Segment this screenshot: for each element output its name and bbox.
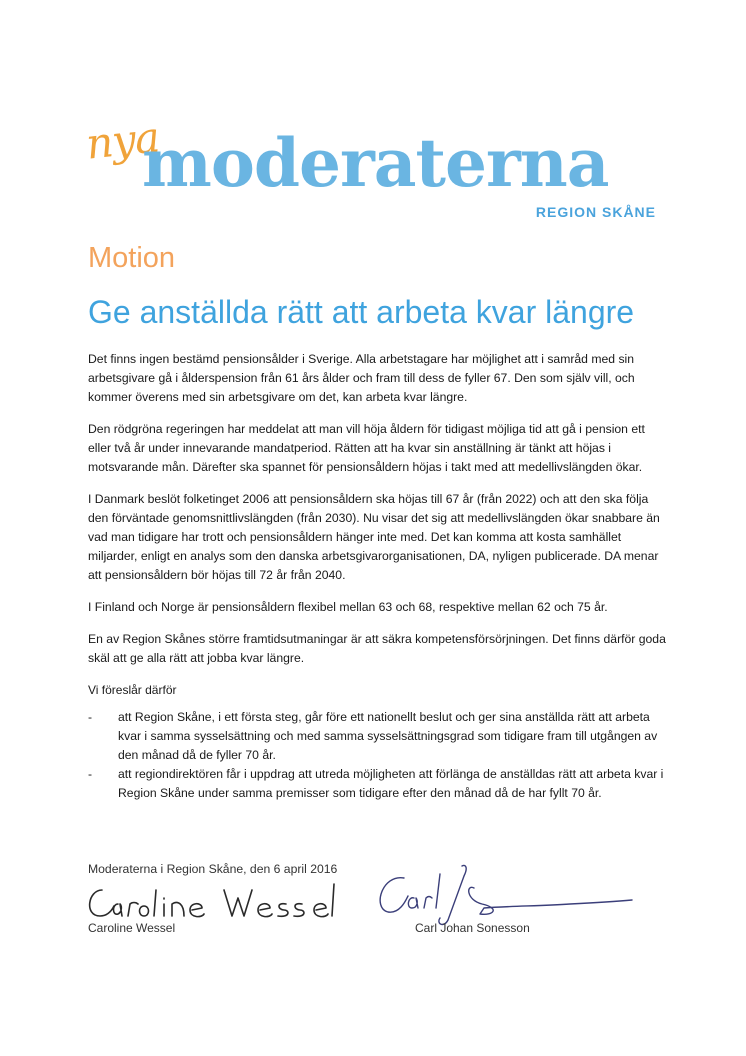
signatory-name: Caroline Wessel [88,921,176,935]
signature-carl-johan-sonesson [370,860,640,930]
logo-nya-text: nya [83,112,162,169]
signature-caroline-wessel [80,876,340,926]
logo-moderaterna-text: moderaterna [142,124,609,202]
signatory-name: Carl Johan Sonesson [415,921,530,935]
paragraph: En av Region Skånes större framtidsutmaningar är att säkra kompetensförsörjningen. Det finns därför goda skäl att ge alla rätt att jobba kvar längre. [88,632,666,665]
paragraph: Det finns ingen bestämd pensionsålder i Sverige. Alla arbetstagare har möjlighet att i samråd med sin arbetsgivare gå i ålderspension från 61 års ålder och fram till dess de fyller 67. Den som själv vill, och kommer överens med sin arbetsgivare om det, kan arbeta kvar längre. [88,352,635,404]
place-date: Moderaterna i Region Skåne, den 6 april 2016 [88,862,338,876]
paragraph: Den rödgröna regeringen har meddelat att man vill höja åldern för tidigast möjliga tid att gå i pension ett eller två år under innevarande mandatperiod. Rätten att ha kvar sin anställning är tänkt att höjas i motsvarande mån. Därefter ska spannet för pensionsåldern höjas i takt med att medellivslängden ökar. [88,422,645,474]
list-item [88,765,668,803]
list-item [88,708,668,765]
paragraph: I Finland och Norge är pensionsåldern flexibel mellan 63 och 68, respektive mellan 62 och 75 år. [88,600,608,614]
paragraph: I Danmark beslöt folketinget 2006 att pensionsåldern ska höjas till 67 år (från 2022) och att den ska följa den förväntade genomsnittlivslängden (från 2030). Nu visar det sig att medellivslängden ökar snabbare än vad man tidigare har trott och pensionsåldern hänger inte med. Det kan komma att kosta samhället miljarder, enligt en analys som den danska arbetsgivarorganisationen, DA, nyligen publicerade. DA menar att pensionsåldern bör höjas till 72 år från 2040. [88,492,660,582]
logo-region-text: REGION SKÅNE [535,204,656,220]
page-title: Ge anställda rätt att arbeta kvar längre [88,294,635,330]
document-type: Motion [88,242,176,274]
proposal-heading: Vi föreslår därför [88,683,177,697]
list-item-text: att regiondirektören får i uppdrag att utreda möjligheten att förlänga de anställdas rätt att arbeta kvar i Region Skåne under samma premisser som tidigare efter den månad då de har fyllt 70 år. [118,767,664,800]
list-dash: - [88,710,93,724]
proposal-list [88,708,668,803]
document-body [88,350,668,803]
list-item-text: att Region Skåne, i ett första steg, går före ett nationellt beslut och ger sina anställda rätt att arbeta kvar i samma sysselsättning och med samma sysselsättningsgrad som tidigare fram till utgången av den månad då de fyller 70 år. [118,710,658,762]
moderaterna-logo [84,104,674,234]
list-dash: - [88,767,93,781]
